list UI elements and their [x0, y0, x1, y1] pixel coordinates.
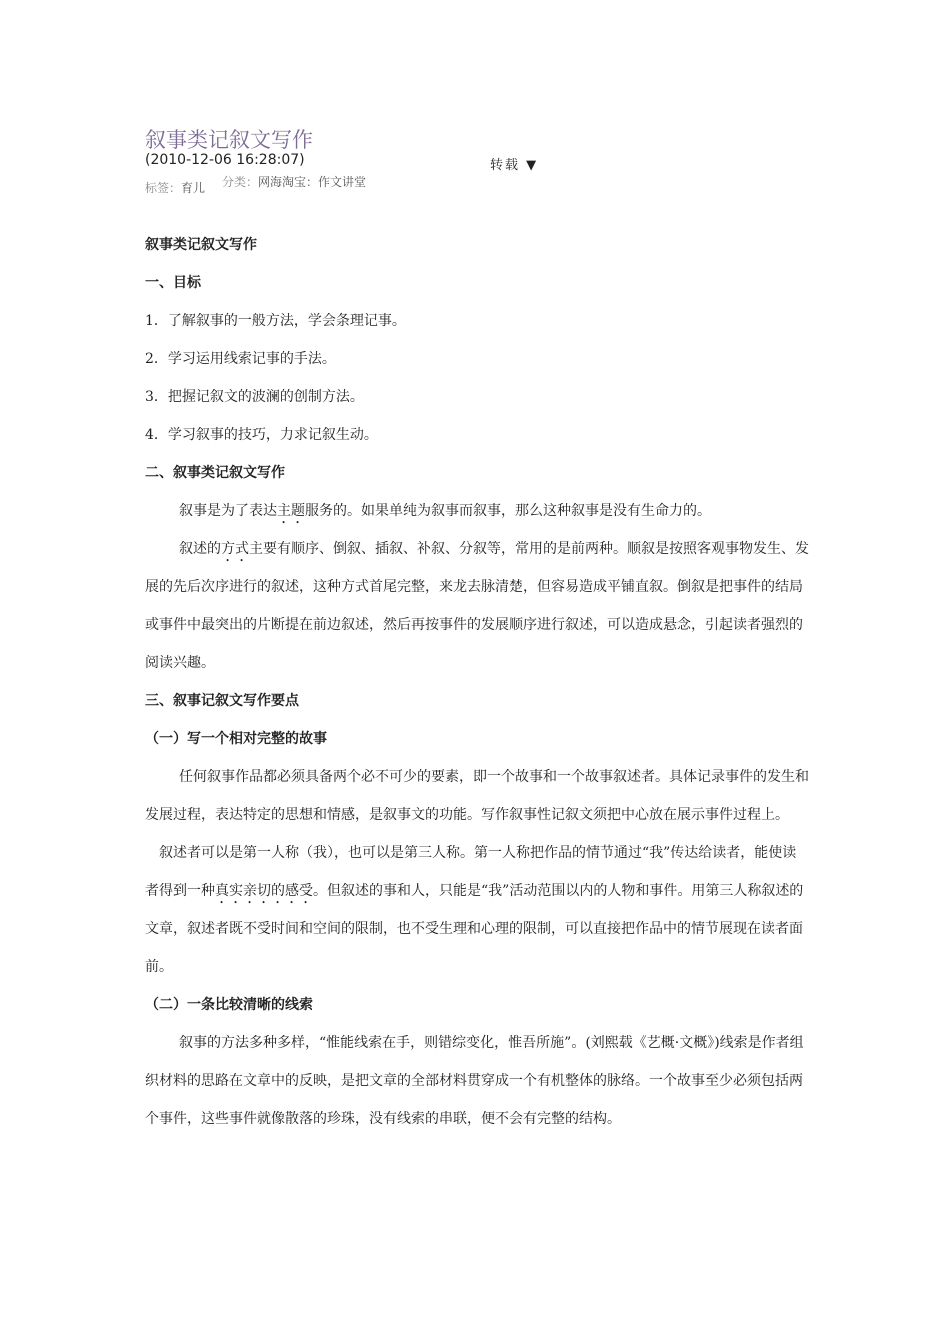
subheading-story: （一）写一个相对完整的故事	[145, 731, 327, 747]
repost-button[interactable]: 转载 ▼	[490, 158, 539, 173]
heading-goals: 一、目标	[145, 275, 201, 291]
article-title: 叙事类记叙文写作	[145, 128, 313, 152]
goal-item: 4．学习叙事的技巧，力求记叙生动。	[145, 427, 378, 443]
subheading-clue: （二）一条比较清晰的线索	[145, 997, 313, 1013]
tags	[145, 175, 207, 202]
goal-item: 3．把握记叙文的波澜的创制方法。	[145, 389, 364, 405]
paragraph: 叙述的方式主要有顺序、倒叙、插叙、补叙、分叙等，常用的是前两种。顺叙是按照客观事物发生、发展的先后次序进行的叙述，这种方式首尾完整，来龙去脉清楚，但容易造成平铺直叙。倒叙是把事件的结局或事件中最突出的片断提在前边叙述，然后再按事件的发展顺序进行叙述，可以造成悬念，引起读者强烈的阅读兴趣。	[145, 541, 809, 671]
heading-main: 叙事类记叙文写作	[145, 237, 257, 253]
tag-link[interactable]: 育儿	[181, 181, 206, 195]
category-link[interactable]: 网海淘宝：作文讲堂	[258, 175, 367, 189]
category	[222, 173, 366, 190]
paragraph: 叙事的方法多种多样，“惟能线索在手，则错综变化，惟吾所施”。(刘熙载《艺概·文概》)线索是作者组织材料的思路在文章中的反映，是把文章的全部材料贯穿成一个有机整体的脉络。一个故事至少必须包括两个事件，这些事件就像散落的珍珠，没有线索的串联，便不会有完整的结构。	[145, 1035, 804, 1127]
goal-item: 1．了解叙事的一般方法，学会条理记事。	[145, 313, 406, 329]
goal-item: 2．学习运用线索记事的手法。	[145, 351, 336, 367]
heading-points: 三、叙事记叙文写作要点	[145, 693, 299, 709]
paragraph: 叙述者可以是第一人称（我），也可以是第三人称。第一人称把作品的情节通过“我”传达给读者，能使读者得到一种真实亲切的感受。但叙述的事和人，只能是“我”活动范围以内的人物和事件。用第三人称叙述的文章，叙述者既不受时间和空间的限制，也不受生理和心理的限制，可以直接把作品中的情节展现在读者面前。	[145, 845, 804, 975]
tags-label: 标签：	[145, 181, 182, 195]
category-label: 分类：	[222, 175, 259, 189]
heading-writing: 二、叙事类记叙文写作	[145, 465, 285, 481]
paragraph: 叙事是为了表达主题服务的。如果单纯为叙事而叙事，那么这种叙事是没有生命力的。	[179, 503, 711, 519]
post-date: (2010-12-06 16:28:07)	[145, 152, 305, 168]
article-body	[145, 226, 810, 1138]
paragraph: 任何叙事作品都必须具备两个必不可少的要素，即一个故事和一个故事叙述者。具体记录事件的发生和发展过程，表达特定的思想和情感，是叙事文的功能。写作叙事性记叙文须把中心放在展示事件过程上。	[145, 769, 809, 823]
